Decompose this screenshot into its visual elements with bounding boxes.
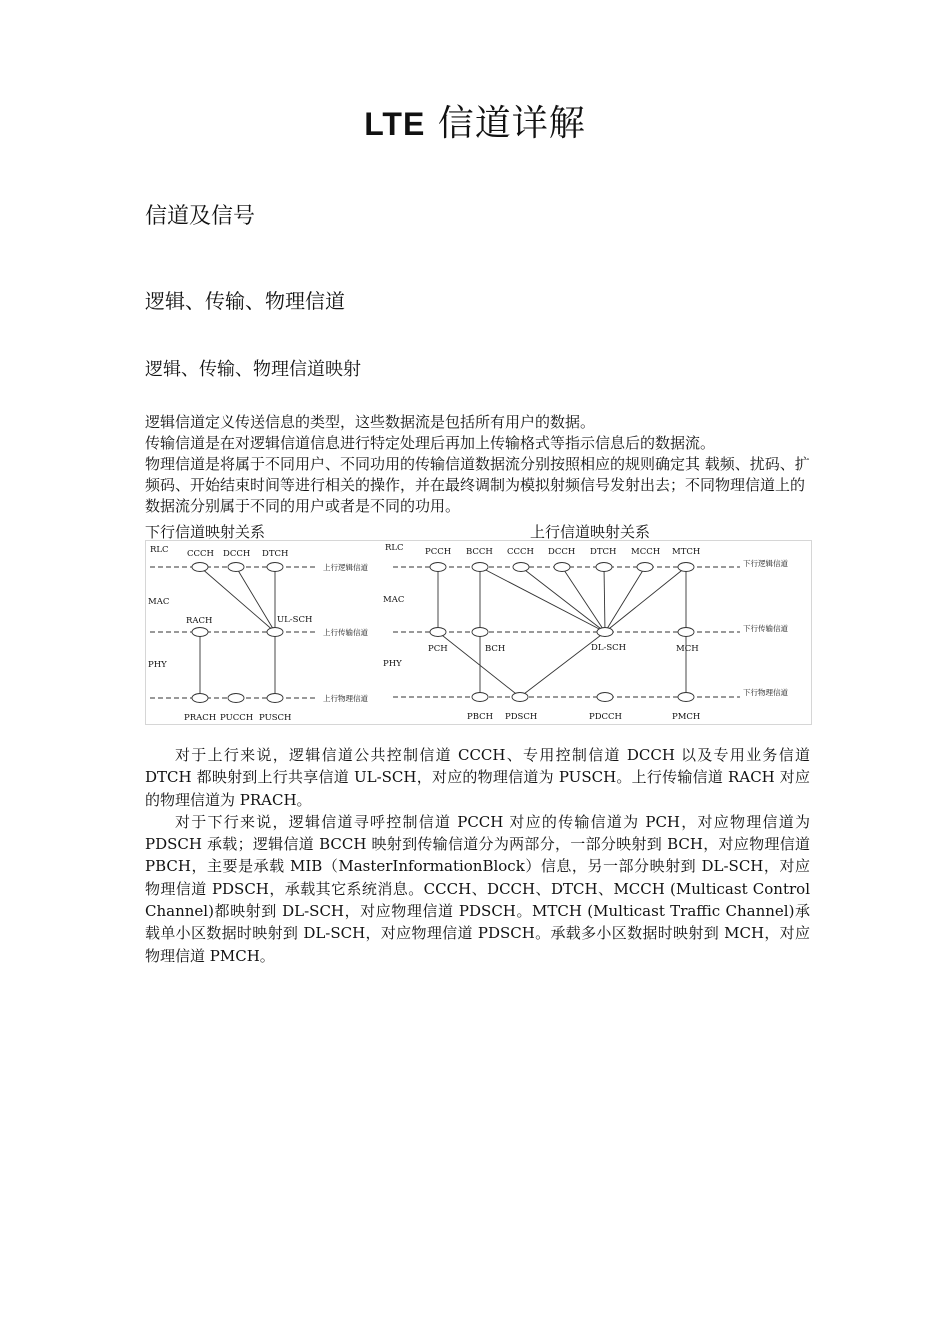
paragraph-uplink: 对于上行来说，逻辑信道公共控制信道 CCCH、专用控制信道 DCCH 以及专用业务信道 DTCH 都映射到上行共享信道 UL-SCH，对应的物理信道为 PUSCH。上行传输信道 RACH 对应的物理信道为 PRACH。 xyxy=(145,746,810,809)
dl-transport-mch: MCH xyxy=(676,644,699,654)
dl-layer-mac: MAC xyxy=(383,595,405,605)
dl-line-label-logical: 下行逻辑信道 xyxy=(743,559,788,568)
ul-physical-pucch: PUCCH xyxy=(220,713,254,723)
uplink-diagram xyxy=(148,545,368,723)
mapping-explanation xyxy=(145,744,810,967)
ul-mapping-links xyxy=(200,567,275,698)
downlink-diagram xyxy=(383,543,788,722)
paragraph-downlink: 对于下行来说，逻辑信道寻呼控制信道 PCCH 对应的传输信道为 PCH，对应物理信道为 PDSCH 承载；逻辑信道 BCCH 映射到传输信道分为两部分，一部分映射到 BCH，对应物理信道 PBCH，主要是承载 MIB（MasterInformationBlock）信息，另一部分映射到 DL-SCH，对应物理信道 PDSCH，承载其它系统消息。CCCH、DCCH、DTCH、MCCH (Multicast Control Channel)都映射到 DL-SCH，对应物理信道 PDSCH。MTCH (Multicast Traffic Channel)承载单小区数据时映射到 DL-SCH，对应物理信道 PDSCH。承载多小区数据时映射到 MCH，对应物理信道 PMCH。 xyxy=(145,812,810,965)
ul-logical-dtch: DTCH xyxy=(262,549,289,559)
dl-logical-dtch: DTCH xyxy=(590,547,617,557)
caption-downlink-mapping: 下行信道映射关系 xyxy=(145,523,266,541)
intro-line-logical: 逻辑信道定义传送信息的类型，这些数据流是包括所有用户的数据。 xyxy=(145,413,596,431)
dl-line-label-transport: 下行传输信道 xyxy=(743,624,788,633)
intro-line-transport: 传输信道是在对逻辑信道信息进行特定处理后再加上传输格式等指示信息后的数据流。 xyxy=(145,434,716,452)
dl-transport-dlsch: DL-SCH xyxy=(591,643,627,653)
document-title xyxy=(0,98,950,150)
ul-layer-mac: MAC xyxy=(148,597,170,607)
dl-transport-pch: PCH xyxy=(428,644,448,654)
ul-transport-ulsch: UL-SCH xyxy=(277,615,313,625)
dl-line-label-physical: 下行物理信道 xyxy=(743,688,788,697)
ul-physical-pusch: PUSCH xyxy=(259,713,292,723)
caption-uplink-mapping: 上行信道映射关系 xyxy=(530,523,651,541)
dl-logical-pcch: PCCH xyxy=(425,547,452,557)
heading-channel-mapping: 逻辑、传输、物理信道映射 xyxy=(145,359,361,380)
ul-line-label-physical: 上行物理信道 xyxy=(323,694,368,703)
dl-logical-mcch: MCCH xyxy=(631,547,661,557)
title-latin: LTE xyxy=(364,106,426,142)
dl-logical-ccch: CCCH xyxy=(507,547,534,557)
dl-logical-dcch: DCCH xyxy=(548,547,576,557)
ul-logical-ccch: CCCH xyxy=(187,549,214,559)
ul-transport-rach: RACH xyxy=(186,616,213,626)
dl-logical-bcch: BCCH xyxy=(466,547,493,557)
title-cjk: 信道详解 xyxy=(425,103,586,144)
dl-logical-mtch: MTCH xyxy=(672,547,701,557)
intro-text xyxy=(145,412,815,517)
dl-layer-phy: PHY xyxy=(383,659,402,669)
ul-physical-prach: PRACH xyxy=(184,713,217,723)
dl-physical-pdcch: PDCCH xyxy=(589,712,622,722)
dl-physical-pbch: PBCH xyxy=(467,712,494,722)
ul-line-label-logical: 上行逻辑信道 xyxy=(323,563,368,572)
dl-physical-pdsch: PDSCH xyxy=(505,712,538,722)
dl-transport-bch: BCH xyxy=(485,644,506,654)
dl-layer-rlc: RLC xyxy=(385,543,404,553)
ul-layer-rlc: RLC xyxy=(150,545,169,555)
ul-channel-nodes xyxy=(192,563,283,703)
intro-line-physical: 物理信道是将属于不同用户、不同功用的传输信道数据流分别按照相应的规则确定其 载频、扰码、扩频码、开始结束时间等进行相关的操作，并在最终调制为模拟射频信号发射出去；不同物理信道上的数据流分别属于不同的用户或者是不同的功用。 xyxy=(145,455,810,515)
ul-line-label-transport: 上行传输信道 xyxy=(323,628,368,637)
ul-layer-phy: PHY xyxy=(148,660,167,670)
heading-channels-signals: 信道及信号 xyxy=(145,204,256,229)
heading-logical-transport-physical: 逻辑、传输、物理信道 xyxy=(145,289,345,313)
dl-physical-pmch: PMCH xyxy=(672,712,701,722)
ul-logical-dcch: DCCH xyxy=(223,549,251,559)
channel-mapping-diagram xyxy=(145,540,812,725)
